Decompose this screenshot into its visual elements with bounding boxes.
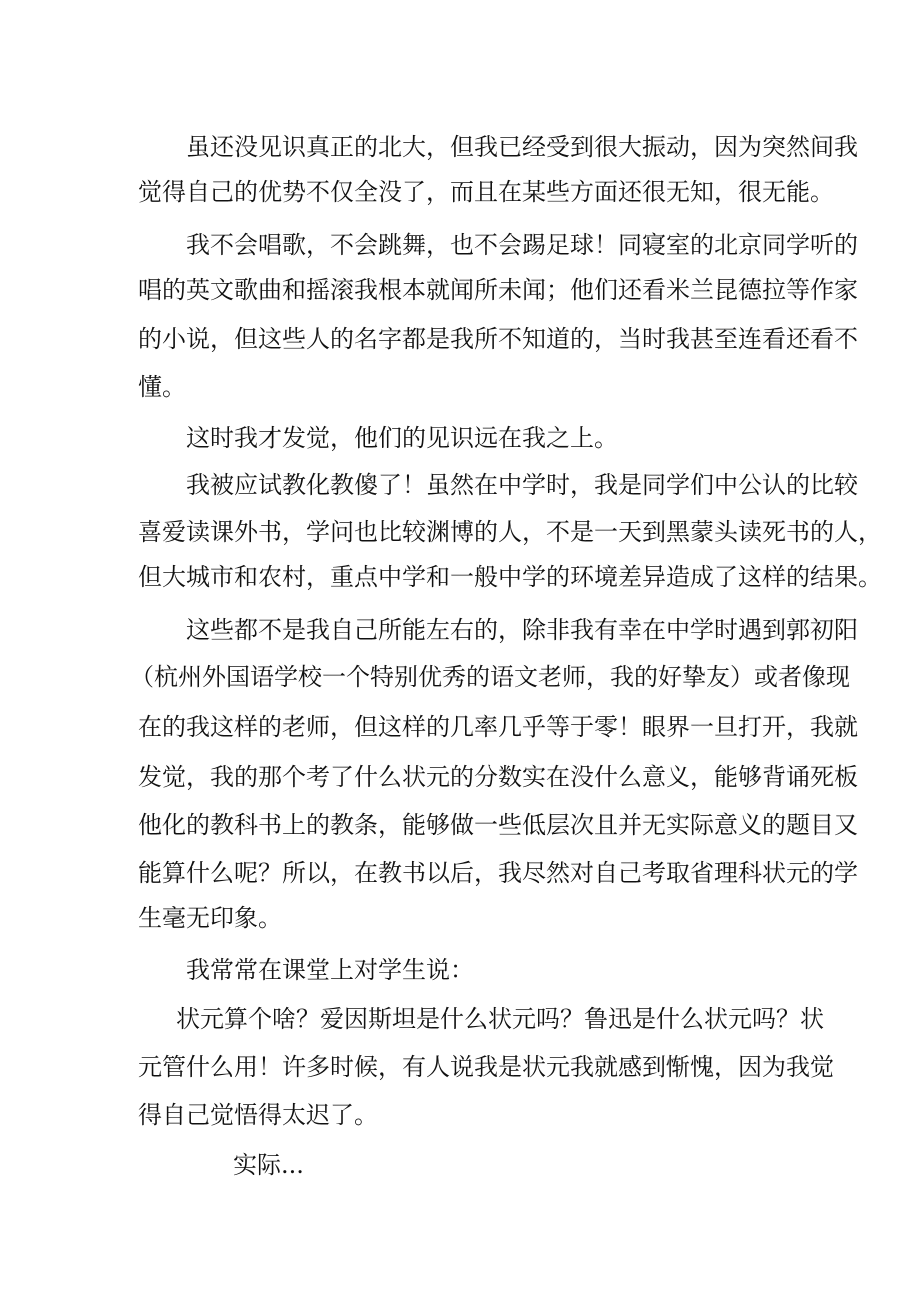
text-line: 唱的英文歌曲和摇滚我根本就闻所未闻；他们还看米兰昆德拉等作家 bbox=[138, 276, 858, 304]
text-line: 在的我这样的老师，但这样的几率几乎等于零！眼界一旦打开，我就 bbox=[138, 713, 858, 741]
text-line: 的小说，但这些人的名字都是我所不知道的，当时我甚至连看还看不 bbox=[138, 325, 858, 353]
text-line: 虽还没见识真正的北大，但我已经受到很大振动，因为突然间我 bbox=[186, 133, 858, 161]
text-line: 得自己觉悟得太迟了。 bbox=[138, 1101, 378, 1129]
text-line: 我不会唱歌，不会跳舞，也不会踢足球！同寝室的北京同学听的 bbox=[186, 231, 858, 259]
text-line: 这些都不是我自己所能左右的，除非我有幸在中学时遇到郭初阳 bbox=[186, 616, 858, 644]
text-line: 但大城市和农村，重点中学和一般中学的环境差异造成了这样的结果。 bbox=[138, 563, 882, 591]
text-line: 我被应试教化教傻了！虽然在中学时，我是同学们中公认的比较 bbox=[186, 471, 858, 499]
text-line: 他化的教科书上的教条，能够做一些低层次且并无实际意义的题目又 bbox=[138, 811, 858, 839]
text-line: 能算什么呢？所以，在教书以后，我尽然对自己考取省理科状元的学 bbox=[138, 859, 858, 887]
text-line: 我常常在课堂上对学生说： bbox=[186, 956, 474, 984]
text-line: 元管什么用！许多时候，有人说我是状元我就感到惭愧，因为我觉 bbox=[138, 1053, 834, 1081]
text-line: 状元算个啥？爱因斯坦是什么状元吗？鲁迅是什么状元吗？状 bbox=[176, 1005, 824, 1033]
text-line: 发觉，我的那个考了什么状元的分数实在没什么意义，能够背诵死板 bbox=[138, 763, 858, 791]
text-line: 喜爱读课外书，学问也比较渊博的人，不是一天到黑蒙头读死书的人， bbox=[138, 518, 882, 546]
text-line: （杭州外国语学校一个特别优秀的语文老师，我的好挚友）或者像现 bbox=[130, 663, 850, 691]
text-line: 这时我才发觉，他们的见识远在我之上。 bbox=[186, 424, 618, 452]
text-line: 生毫无印象。 bbox=[138, 904, 282, 932]
text-line: 实际... bbox=[233, 1151, 304, 1179]
text-line: 懂。 bbox=[138, 373, 186, 401]
text-line: 觉得自己的优势不仅全没了，而且在某些方面还很无知，很无能。 bbox=[138, 178, 834, 206]
